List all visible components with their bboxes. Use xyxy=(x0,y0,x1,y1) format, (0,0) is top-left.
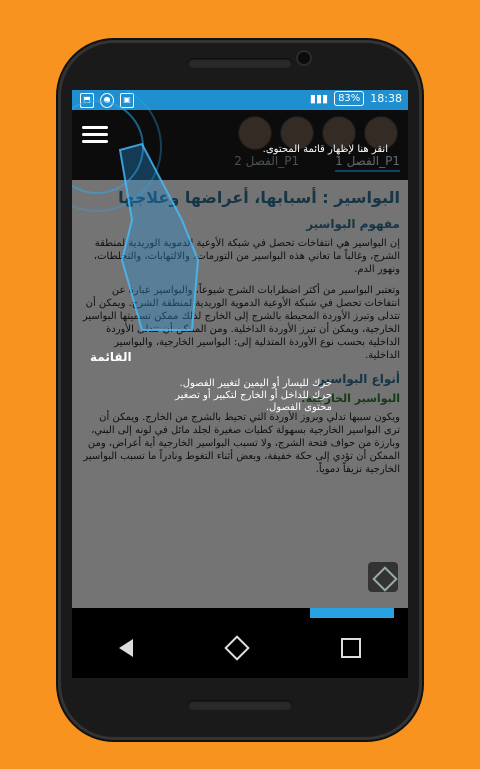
battery-icon: 83% xyxy=(334,91,364,106)
pointing-hand-icon xyxy=(112,140,202,340)
phone-frame xyxy=(58,40,422,740)
swipe-hint: حرك لليسار أو اليمين لتغيير الفصول. xyxy=(179,378,332,389)
gesture-hint xyxy=(152,378,332,414)
image-icon: ▣ xyxy=(120,93,134,108)
tutorial-overlay[interactable] xyxy=(72,110,408,608)
home-icon[interactable] xyxy=(224,635,249,660)
back-icon[interactable] xyxy=(119,639,133,657)
recent-apps-icon[interactable] xyxy=(341,638,361,658)
menu-hint: انقر هنا لإظهار قائمة المحتوى. xyxy=(262,144,388,155)
usb-icon: ⬒ xyxy=(80,93,94,108)
front-camera xyxy=(298,52,310,64)
clock: 18:38 xyxy=(370,92,402,105)
pinch-hint: حرك للداخل أو الخارج لتكبير أو تصغير محتوى الفصول. xyxy=(175,390,332,413)
signal-icon: ▮▮▮ xyxy=(309,92,329,105)
navigation-bar xyxy=(72,618,408,678)
notification-icon: ● xyxy=(100,93,114,108)
top-speaker xyxy=(188,58,292,68)
move-icon[interactable] xyxy=(368,562,398,592)
bottom-speaker xyxy=(188,700,292,710)
menu-label: القائمة xyxy=(90,350,132,364)
status-right xyxy=(310,91,402,106)
menu-icon[interactable] xyxy=(82,122,108,144)
screen xyxy=(72,90,408,678)
